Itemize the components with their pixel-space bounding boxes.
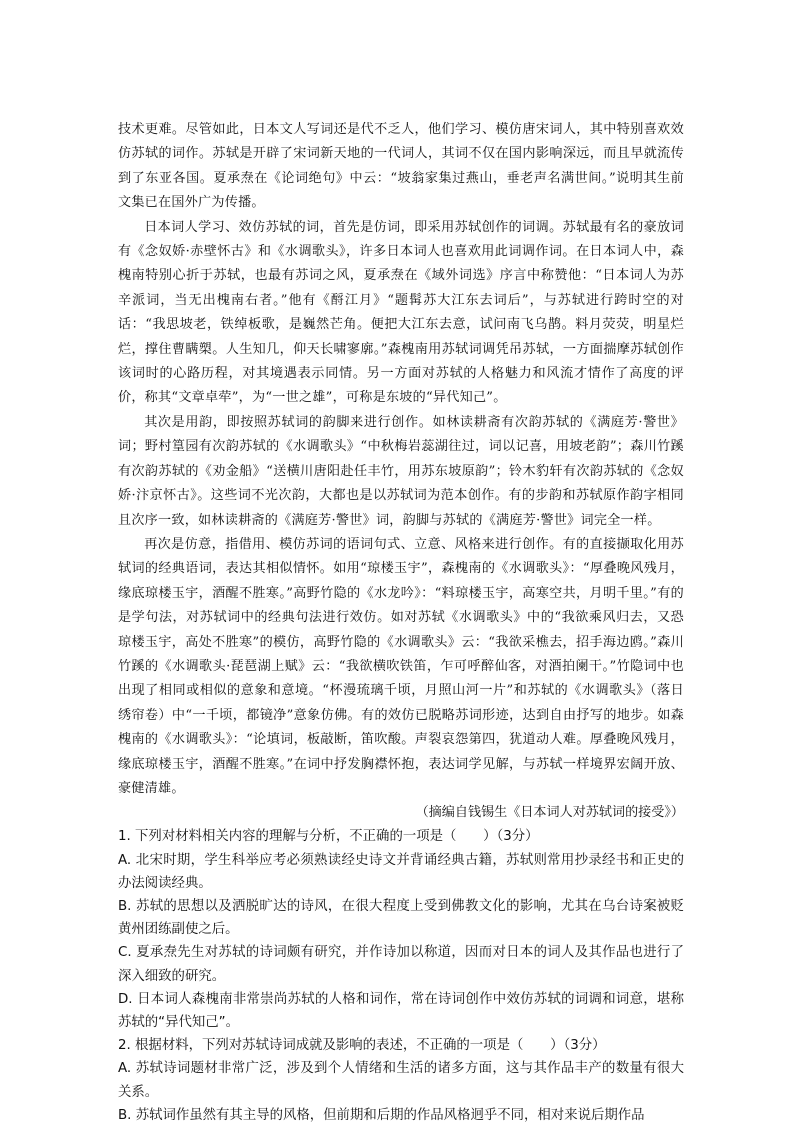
reading-passage [118, 118, 684, 801]
passage-paragraph-3: 其次是用韵，即按照苏轼词的韵脚来进行创作。如林读耕斋有次韵苏轼的《满庭芳·警世》词；野村篁园有次韵苏轼的《水调歌头》“中秋梅岩蕊湖往过，词以记喜，用坡老韵”；森川竹蹊有次韵苏轼的《劝金船》“送横川唐阳赴任丰竹，用苏东坡原韵”；铃木豹轩有次韵苏轼的《念奴娇·汴京怀古》。这些词不光次韵，大都也是以苏轼词为范本创作。有的步韵和苏轼原作韵字相同且次序一致，如林读耕斋的《满庭芳·警世》词，韵脚与苏轼的《满庭芳·警世》词完全一样。 [118, 414, 684, 528]
question-1-option-d: D. 日本词人森槐南非常崇尚苏轼的人格和词作，常在诗词创作中效仿苏轼的词调和词意，堪称苏轼的“异代知己”。 [118, 991, 684, 1030]
passage-paragraph-4: 再次是仿意，指借用、模仿苏词的语词句式、立意、风格来进行创作。有的直接撷取化用苏轼词的经典语词，表达其相似情怀。如用“琼楼玉宇”，森槐南的《水调歌头》：“厚叠晚风残月，缘底琼楼玉宇，酒醒不胜寒。”高野竹隐的《水龙吟》：“料琼楼玉宇，高寒空共，月明千里。”有的是学句法，对苏轼词中的经典句法进行效仿。如对苏轼《水调歌头》中的“我欲乘风归去，又恐琼楼玉宇，高处不胜寒”的模仿，高野竹隐的《水调歌头》云：“我欲采樵去，招手海边鸥。”森川竹蹊的《水调歌头·琵琶湖上赋》云：“我欲横吹铁笛，乍可呼醉仙客，对酒拍阑干。”竹隐词中也出现了相同或相似的意象和意境。“杯漫琉璃千顷，月照山河一片”和苏轼的《水调歌头》（落日绣帘卷）中“一千顷，都镜净”意象仿佛。有的效仿已脱略苏词形迹，达到自由抒写的地步。如森槐南的《水调歌头》：“论填词，板敲断，笛吹酸。声裂哀怨第四，犹道动人难。厚叠晚风残月，缘底琼楼玉宇，酒醒不胜寒。”在词中抒发胸襟怀抱，表达词学见解，与苏轼一样境界宏阔开放、豪健清雄。 [118, 536, 684, 796]
question-2-stem: 2. 根据材料，下列对苏轼诗词成就及影响的表述，不正确的一项是（ ）（3分） [118, 1038, 606, 1054]
question-2-option-b: B. 苏轼词作虽然有其主导的风格，但前期和后期的作品风格迥乎不同，相对来说后期作品 [118, 1107, 645, 1123]
question-1-option-a: A. 北宋时期，学生科举应考必须熟读经史诗文并背诵经典古籍，苏轼则常用抄录经书和正史的办法阅读经典。 [118, 852, 684, 891]
question-1-option-b: B. 苏轼的思想以及洒脱旷达的诗风，在很大程度上受到佛教文化的影响，尤其在乌台诗案被贬黄州团练副使之后。 [118, 898, 684, 938]
passage-paragraph-2: 日本词人学习、效仿苏轼的词，首先是仿词，即采用苏轼创作的词调。苏轼最有名的豪放词有《念奴娇·赤壁怀古》和《水调歌头》，许多日本词人也喜欢用此词调作词。在日本词人中，森槐南特别心折于苏轼，也最有苏词之风，夏承焘在《域外词选》序言中称赞他：“日本词人为苏辛派词，当无出槐南右者。”他有《酹江月》“题髯苏大江东去词后”，与苏轼进行跨时空的对话：“我思坡老，铁绰板歌，是巍然芒角。便把大江东去意，试问南飞乌鹊。料月荧荧，明星烂烂，撑住曹瞒槊。人生知几，仰天长啸寥廓。”森槐南用苏轼词调凭吊苏轼，一方面揣摩苏轼创作该词时的心路历程，对其境遇表示同情。另一方面对苏轼的人格魅力和风流才情作了高度的评价，称其“文章卓荦”，为“一世之雄”，可称是东坡的“异代知己”。 [118, 219, 684, 406]
question-2-option-a: A. 苏轼诗词题材非常广泛，涉及到个人情绪和生活的诸多方面，这与其作品丰产的数量有很大关系。 [118, 1061, 684, 1100]
page-content [118, 118, 684, 1127]
question-1-stem: 1. 下列对材料相关内容的理解与分析，不正确的一项是（ ）（3分） [118, 829, 539, 845]
passage-paragraph-1: 技术更难。尽管如此，日本文人写词还是代不乏人，他们学习、模仿唐宋词人，其中特别喜欢效仿苏轼的词作。苏轼是开辟了宋词新天地的一代词人，其词不仅在国内影响深远，而且早就流传到了东亚各国。夏承焘在《论词绝句》中云：“坡翁家集过燕山，垂老声名满世间。”说明其生前文集已在国外广为传播。 [118, 122, 684, 211]
question-1-option-c: C. 夏承焘先生对苏轼的诗词颇有研究，并作诗加以称道，因而对日本的词人及其作品也进行了深入细致的研究。 [118, 945, 684, 984]
question-section [118, 825, 684, 1127]
passage-source: （摘编自钱锡生《日本词人对苏轼词的接受》） [415, 805, 684, 821]
